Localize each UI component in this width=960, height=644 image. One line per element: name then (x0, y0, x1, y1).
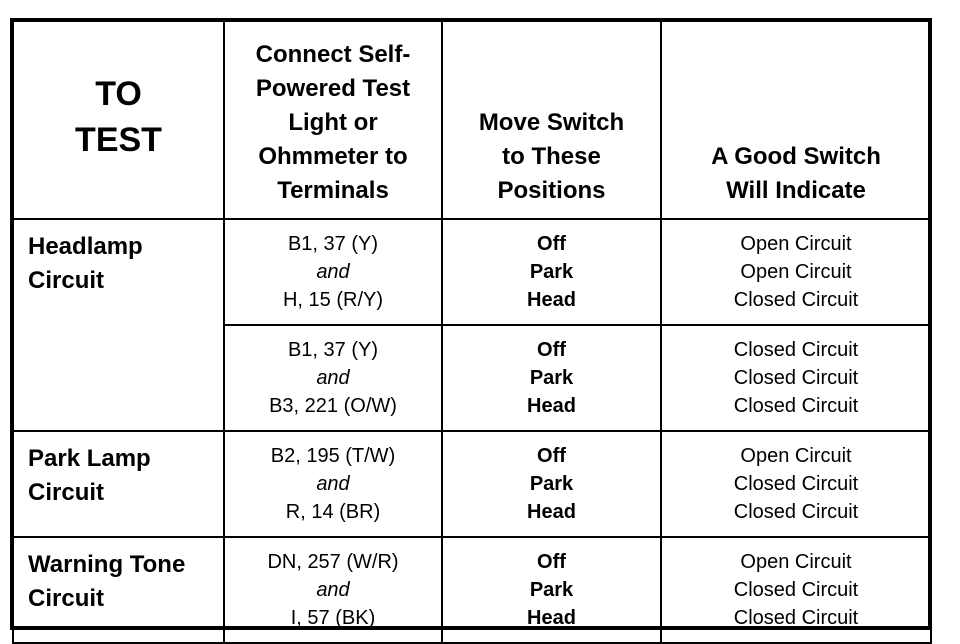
positions-cell: Off Park Head (442, 219, 661, 325)
positions-cell: Off Park Head (442, 325, 661, 431)
table-row (13, 431, 931, 537)
terminals-cell: B1, 37 (Y) and B3, 221 (O/W) (224, 325, 442, 431)
indication-cell: Open Circuit Closed Circuit Closed Circuit (661, 537, 931, 643)
positions-cell: Off Park Head (442, 537, 661, 643)
header-move-switch: Move Switch to These Positions (442, 21, 661, 219)
switch-test-table (12, 20, 932, 644)
terminals-cell: B1, 37 (Y) and H, 15 (R/Y) (224, 219, 442, 325)
terminals-cell: DN, 257 (W/R) and I, 57 (BK) (224, 537, 442, 643)
header-row (13, 21, 931, 219)
table-row (13, 219, 931, 325)
indication-cell: Open Circuit Closed Circuit Closed Circuit (661, 431, 931, 537)
header-to-test: TO TEST (13, 21, 224, 219)
indication-cell: Open Circuit Open Circuit Closed Circuit (661, 219, 931, 325)
table-row (13, 537, 931, 643)
test-headlamp-circuit: Headlamp Circuit (13, 219, 224, 431)
test-warning-tone-circuit: Warning Tone Circuit (13, 537, 224, 643)
test-park-lamp-circuit: Park Lamp Circuit (13, 431, 224, 537)
positions-cell: Off Park Head (442, 431, 661, 537)
indication-cell: Closed Circuit Closed Circuit Closed Circuit (661, 325, 931, 431)
header-connect-terminals: Connect Self- Powered Test Light or Ohmmeter to Terminals (224, 21, 442, 219)
header-good-switch: A Good Switch Will Indicate (661, 21, 931, 219)
terminals-cell: B2, 195 (T/W) and R, 14 (BR) (224, 431, 442, 537)
